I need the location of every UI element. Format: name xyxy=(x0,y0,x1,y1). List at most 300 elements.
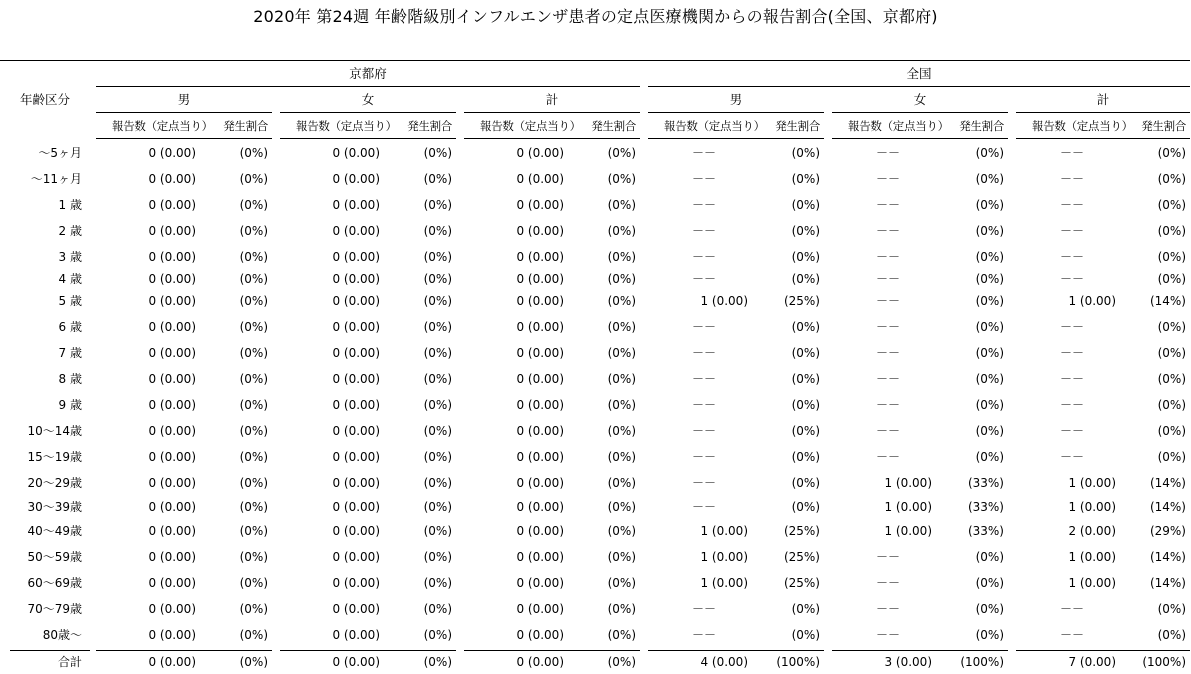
table-row-ratio: (25%) xyxy=(783,294,820,308)
table-row-ratio: (0%) xyxy=(791,146,820,160)
table-row-ratio: (0%) xyxy=(791,476,820,490)
col-header-ratio: 発生割合 xyxy=(775,119,820,133)
col-header-ratio: 発生割合 xyxy=(407,119,452,133)
table-row-ratio: (0%) xyxy=(607,372,636,386)
table-row-age: 2 歳 xyxy=(58,224,82,238)
sex-header: 女 xyxy=(361,92,375,107)
table-row-ratio: (0%) xyxy=(975,320,1004,334)
rule-region xyxy=(648,86,1190,87)
table-row-ratio: (0%) xyxy=(423,272,452,286)
table-row-ratio: (0%) xyxy=(1157,602,1186,616)
table-row-count: －－ xyxy=(876,224,901,238)
table-row-ratio: (0%) xyxy=(239,250,268,264)
table-row-ratio: (0%) xyxy=(975,250,1004,264)
table-row-ratio: (0%) xyxy=(1157,172,1186,186)
rule-colhdr xyxy=(1016,138,1190,139)
table-row-ratio: (29%) xyxy=(1149,524,1186,538)
table-row-count: 1 (0.00) xyxy=(700,550,748,564)
table-row-ratio: (0%) xyxy=(791,346,820,360)
col-header-count: 報告数（定点当り） xyxy=(1032,119,1133,133)
table-row-count: －－ xyxy=(1060,172,1085,186)
table-row-count: －－ xyxy=(692,450,717,464)
table-row-count: －－ xyxy=(1060,450,1085,464)
table-row-ratio: (0%) xyxy=(423,198,452,212)
table-row-ratio: (0%) xyxy=(239,628,268,642)
table-row-count: 0 (0.00) xyxy=(516,346,564,360)
sex-header: 男 xyxy=(177,92,191,107)
table-row-count: －－ xyxy=(1060,272,1085,286)
table-row-ratio: (0%) xyxy=(607,424,636,438)
sex-header: 男 xyxy=(729,92,743,107)
table-row-ratio: (25%) xyxy=(783,576,820,590)
rule-sex xyxy=(1016,112,1190,113)
table-row-count: 0 (0.00) xyxy=(516,320,564,334)
table-row-count: 0 (0.00) xyxy=(516,602,564,616)
sex-header: 女 xyxy=(913,92,927,107)
table-row-count: －－ xyxy=(876,628,901,642)
table-row-count: 1 (0.00) xyxy=(884,500,932,514)
table-row-count: 0 (0.00) xyxy=(516,450,564,464)
table-row-count: 0 (0.00) xyxy=(332,450,380,464)
rule-total xyxy=(832,650,1008,651)
rule-sex xyxy=(832,112,1008,113)
table-row-ratio: (0%) xyxy=(239,272,268,286)
table-row-count: 0 (0.00) xyxy=(332,500,380,514)
table-row-ratio: (0%) xyxy=(1157,224,1186,238)
table-row-ratio: (0%) xyxy=(1157,372,1186,386)
col-header-ratio: 発生割合 xyxy=(1141,119,1186,133)
table-row-count: 1 (0.00) xyxy=(1068,550,1116,564)
table-row-ratio: (0%) xyxy=(607,320,636,334)
table-row-count: 1 (0.00) xyxy=(1068,476,1116,490)
table-row-ratio: (0%) xyxy=(975,424,1004,438)
table-row-age: 8 歳 xyxy=(58,372,82,386)
table-row-count: 0 (0.00) xyxy=(332,320,380,334)
table-row-ratio: (33%) xyxy=(967,476,1004,490)
table-row-ratio: (0%) xyxy=(975,272,1004,286)
table-row-ratio: (0%) xyxy=(607,576,636,590)
table-row-count: －－ xyxy=(876,294,901,308)
table-row-count: 0 (0.00) xyxy=(516,424,564,438)
table-row-ratio: (0%) xyxy=(239,476,268,490)
table-row-age: 〜5ヶ月 xyxy=(38,146,82,160)
total-row-count: 7 (0.00) xyxy=(1068,655,1116,669)
table-row-count: 0 (0.00) xyxy=(516,550,564,564)
table-row-count: 0 (0.00) xyxy=(148,398,196,412)
table-row-ratio: (0%) xyxy=(975,346,1004,360)
table-row-ratio: (0%) xyxy=(791,628,820,642)
table-row-count: 0 (0.00) xyxy=(148,450,196,464)
table-row-ratio: (0%) xyxy=(239,294,268,308)
table-row-ratio: (0%) xyxy=(1157,398,1186,412)
table-row-count: 0 (0.00) xyxy=(332,224,380,238)
table-row-ratio: (0%) xyxy=(239,146,268,160)
table-row-age: 〜11ヶ月 xyxy=(30,172,82,186)
region-header: 全国 xyxy=(906,66,932,81)
table-row-age: 4 歳 xyxy=(58,272,82,286)
table-row-ratio: (14%) xyxy=(1149,550,1186,564)
total-row-count: 3 (0.00) xyxy=(884,655,932,669)
table-row-count: －－ xyxy=(876,424,901,438)
table-row-count: 0 (0.00) xyxy=(332,550,380,564)
table-row-age: 20〜29歳 xyxy=(27,476,82,490)
table-row-ratio: (0%) xyxy=(239,372,268,386)
table-row-ratio: (0%) xyxy=(791,500,820,514)
col-header-count: 報告数（定点当り） xyxy=(848,119,949,133)
table-row-ratio: (0%) xyxy=(791,424,820,438)
col-header-ratio: 発生割合 xyxy=(591,119,636,133)
table-row-ratio: (0%) xyxy=(423,146,452,160)
table-row-count: 0 (0.00) xyxy=(332,372,380,386)
table-row-age: 30〜39歳 xyxy=(27,500,82,514)
table-row-ratio: (0%) xyxy=(975,628,1004,642)
table-row-ratio: (0%) xyxy=(423,628,452,642)
table-row-count: 0 (0.00) xyxy=(148,198,196,212)
table-row-ratio: (0%) xyxy=(791,602,820,616)
table-row-count: 1 (0.00) xyxy=(700,524,748,538)
table-row-ratio: (0%) xyxy=(239,320,268,334)
table-row-count: 0 (0.00) xyxy=(516,500,564,514)
total-row-count: 0 (0.00) xyxy=(148,655,196,669)
table-row-count: －－ xyxy=(1060,250,1085,264)
table-row-ratio: (14%) xyxy=(1149,476,1186,490)
table-row-count: －－ xyxy=(692,320,717,334)
table-row-ratio: (0%) xyxy=(239,424,268,438)
table-row-ratio: (0%) xyxy=(423,398,452,412)
table-row-ratio: (0%) xyxy=(239,576,268,590)
table-row-ratio: (0%) xyxy=(975,372,1004,386)
rule-total xyxy=(1016,650,1190,651)
table-row-count: －－ xyxy=(1060,602,1085,616)
table-row-count: －－ xyxy=(1060,424,1085,438)
table-row-ratio: (0%) xyxy=(975,398,1004,412)
table-row-ratio: (25%) xyxy=(783,550,820,564)
table-row-ratio: (0%) xyxy=(423,500,452,514)
col-header-ratio: 発生割合 xyxy=(223,119,268,133)
table-row-age: 40〜49歳 xyxy=(27,524,82,538)
table-row-count: 0 (0.00) xyxy=(332,198,380,212)
table-row-count: 1 (0.00) xyxy=(1068,294,1116,308)
table-row-count: －－ xyxy=(876,250,901,264)
table-row-count: －－ xyxy=(692,424,717,438)
table-row-ratio: (0%) xyxy=(423,372,452,386)
table-row-count: 0 (0.00) xyxy=(332,146,380,160)
table-row-ratio: (0%) xyxy=(239,224,268,238)
table-row-ratio: (0%) xyxy=(423,602,452,616)
table-row-ratio: (0%) xyxy=(607,476,636,490)
table-row-count: －－ xyxy=(692,346,717,360)
table-row-ratio: (0%) xyxy=(607,602,636,616)
rule-colhdr xyxy=(648,138,824,139)
table-row-ratio: (0%) xyxy=(1157,628,1186,642)
table-row-count: －－ xyxy=(876,146,901,160)
total-row-ratio: (0%) xyxy=(239,655,268,669)
col-header-count: 報告数（定点当り） xyxy=(664,119,765,133)
table-row-count: 0 (0.00) xyxy=(516,250,564,264)
table-row-ratio: (0%) xyxy=(607,450,636,464)
page-title: 2020年 第24週 年齢階級別インフルエンザ患者の定点医療機関からの報告割合(全国、京都府) xyxy=(253,7,938,26)
table-row-count: 0 (0.00) xyxy=(516,476,564,490)
table-row-ratio: (0%) xyxy=(239,524,268,538)
table-row-count: 0 (0.00) xyxy=(148,294,196,308)
table-row-ratio: (0%) xyxy=(791,320,820,334)
table-row-ratio: (0%) xyxy=(791,398,820,412)
table-row-ratio: (0%) xyxy=(423,250,452,264)
rule-region xyxy=(96,86,640,87)
table-row-ratio: (0%) xyxy=(1157,272,1186,286)
table-row-count: 0 (0.00) xyxy=(516,198,564,212)
table-row-ratio: (0%) xyxy=(975,146,1004,160)
table-row-count: －－ xyxy=(692,398,717,412)
table-row-age: 5 歳 xyxy=(58,294,82,308)
table-row-ratio: (0%) xyxy=(607,224,636,238)
table-row-age: 50〜59歳 xyxy=(27,550,82,564)
table-row-count: －－ xyxy=(692,628,717,642)
total-row-ratio: (0%) xyxy=(607,655,636,669)
table-row-count: 0 (0.00) xyxy=(148,272,196,286)
rule-colhdr xyxy=(832,138,1008,139)
table-row-ratio: (0%) xyxy=(607,524,636,538)
table-row-count: －－ xyxy=(876,398,901,412)
table-row-count: 0 (0.00) xyxy=(516,294,564,308)
total-row-age: 合計 xyxy=(57,655,82,669)
table-row-count: －－ xyxy=(692,476,717,490)
table-row-count: 0 (0.00) xyxy=(332,398,380,412)
table-row-ratio: (0%) xyxy=(975,602,1004,616)
table-row-count: 0 (0.00) xyxy=(516,372,564,386)
table-row-age: 60〜69歳 xyxy=(27,576,82,590)
table-row-count: －－ xyxy=(1060,346,1085,360)
table-row-ratio: (0%) xyxy=(791,172,820,186)
table-row-count: 0 (0.00) xyxy=(148,372,196,386)
table-row-ratio: (0%) xyxy=(239,550,268,564)
table-row-ratio: (0%) xyxy=(423,224,452,238)
table-row-count: －－ xyxy=(692,372,717,386)
table-row-count: 0 (0.00) xyxy=(148,628,196,642)
rule-colhdr xyxy=(464,138,640,139)
table-row-ratio: (0%) xyxy=(975,294,1004,308)
table-row-ratio: (0%) xyxy=(975,576,1004,590)
table-row-count: 0 (0.00) xyxy=(332,576,380,590)
rule-top xyxy=(0,60,1190,61)
table-row-ratio: (33%) xyxy=(967,524,1004,538)
table-row-ratio: (0%) xyxy=(607,398,636,412)
total-row-count: 0 (0.00) xyxy=(516,655,564,669)
table-row-ratio: (0%) xyxy=(239,450,268,464)
table-row-age: 9 歳 xyxy=(58,398,82,412)
table-row-count: 0 (0.00) xyxy=(516,576,564,590)
sex-header: 計 xyxy=(1096,92,1110,107)
table-row-count: 1 (0.00) xyxy=(700,576,748,590)
total-row-ratio: (100%) xyxy=(776,655,820,669)
table-row-count: －－ xyxy=(692,198,717,212)
rule-colhdr xyxy=(96,138,272,139)
table-row-count: －－ xyxy=(1060,146,1085,160)
table-row-count: －－ xyxy=(876,576,901,590)
rule-total xyxy=(464,650,640,651)
table-row-ratio: (0%) xyxy=(239,500,268,514)
table-row-ratio: (25%) xyxy=(783,524,820,538)
table-row-ratio: (0%) xyxy=(1157,250,1186,264)
table-row-ratio: (33%) xyxy=(967,500,1004,514)
table-row-count: 0 (0.00) xyxy=(148,424,196,438)
table-row-count: 1 (0.00) xyxy=(884,476,932,490)
total-row-ratio: (0%) xyxy=(423,655,452,669)
table-row-age: 10〜14歳 xyxy=(27,424,82,438)
rule-sex xyxy=(648,112,824,113)
total-row-count: 0 (0.00) xyxy=(332,655,380,669)
table-row-ratio: (0%) xyxy=(423,294,452,308)
table-row-count: 0 (0.00) xyxy=(148,250,196,264)
rule-total xyxy=(648,650,824,651)
table-row-ratio: (0%) xyxy=(607,198,636,212)
region-header: 京都府 xyxy=(349,66,387,81)
table-row-ratio: (0%) xyxy=(791,198,820,212)
table-row-count: －－ xyxy=(876,272,901,286)
age-header: 年齢区分 xyxy=(19,92,70,107)
table-row-count: 0 (0.00) xyxy=(516,398,564,412)
table-row-count: －－ xyxy=(876,346,901,360)
table-row-count: －－ xyxy=(1060,628,1085,642)
table-row-count: －－ xyxy=(692,146,717,160)
table-row-age: 6 歳 xyxy=(58,320,82,334)
total-row-ratio: (100%) xyxy=(960,655,1004,669)
table-row-count: 0 (0.00) xyxy=(516,224,564,238)
table-row-count: －－ xyxy=(1060,372,1085,386)
table-row-ratio: (14%) xyxy=(1149,500,1186,514)
table-row-count: 1 (0.00) xyxy=(1068,576,1116,590)
col-header-count: 報告数（定点当り） xyxy=(480,119,581,133)
table-row-count: 0 (0.00) xyxy=(332,172,380,186)
table-row-ratio: (0%) xyxy=(1157,424,1186,438)
table-row-count: －－ xyxy=(692,500,717,514)
table-row-ratio: (0%) xyxy=(423,450,452,464)
table-row-age: 15〜19歳 xyxy=(27,450,82,464)
table-row-count: －－ xyxy=(876,198,901,212)
table-row-ratio: (0%) xyxy=(607,272,636,286)
table-row-count: －－ xyxy=(876,550,901,564)
table-row-ratio: (0%) xyxy=(423,576,452,590)
rule-sex xyxy=(280,112,456,113)
table-row-count: －－ xyxy=(876,320,901,334)
table-row-count: －－ xyxy=(876,602,901,616)
table-row-age: 7 歳 xyxy=(58,346,82,360)
table-row-count: 0 (0.00) xyxy=(148,346,196,360)
table-row-count: －－ xyxy=(876,450,901,464)
table-row-count: －－ xyxy=(692,272,717,286)
table-row-ratio: (0%) xyxy=(239,398,268,412)
rule-total xyxy=(280,650,456,651)
table-row-ratio: (0%) xyxy=(607,346,636,360)
table-row-count: －－ xyxy=(1060,198,1085,212)
table-row-ratio: (0%) xyxy=(239,346,268,360)
total-row-count: 4 (0.00) xyxy=(700,655,748,669)
table-row-ratio: (0%) xyxy=(791,272,820,286)
table-row-count: 0 (0.00) xyxy=(148,524,196,538)
table-row-count: 1 (0.00) xyxy=(884,524,932,538)
table-row-ratio: (14%) xyxy=(1149,576,1186,590)
table-row-ratio: (0%) xyxy=(607,500,636,514)
table-row-count: 0 (0.00) xyxy=(148,550,196,564)
table-row-age: 80歳〜 xyxy=(42,628,82,642)
table-row-ratio: (0%) xyxy=(1157,346,1186,360)
table-row-ratio: (0%) xyxy=(239,198,268,212)
table-row-count: 0 (0.00) xyxy=(516,146,564,160)
table-row-ratio: (0%) xyxy=(607,172,636,186)
table-row-ratio: (0%) xyxy=(1157,320,1186,334)
table-row-ratio: (0%) xyxy=(607,550,636,564)
rule-total-age xyxy=(10,650,90,651)
table-row-ratio: (0%) xyxy=(975,550,1004,564)
table-row-count: 0 (0.00) xyxy=(332,346,380,360)
table-row-ratio: (0%) xyxy=(423,524,452,538)
table-row-count: 0 (0.00) xyxy=(332,602,380,616)
table-row-count: －－ xyxy=(1060,320,1085,334)
table-row-ratio: (0%) xyxy=(423,424,452,438)
table-row-ratio: (0%) xyxy=(1157,146,1186,160)
table-row-ratio: (0%) xyxy=(423,346,452,360)
rule-colhdr xyxy=(280,138,456,139)
table-row-ratio: (0%) xyxy=(423,476,452,490)
table-row-ratio: (0%) xyxy=(975,172,1004,186)
rule-sex xyxy=(464,112,640,113)
table-row-age: 3 歳 xyxy=(58,250,82,264)
table-row-count: 0 (0.00) xyxy=(332,524,380,538)
table-row-count: 0 (0.00) xyxy=(148,172,196,186)
table-row-count: 0 (0.00) xyxy=(516,524,564,538)
table-row-ratio: (0%) xyxy=(975,450,1004,464)
table-row-count: 0 (0.00) xyxy=(148,576,196,590)
table-row-count: 0 (0.00) xyxy=(148,224,196,238)
table-row-ratio: (0%) xyxy=(423,172,452,186)
table-row-count: 1 (0.00) xyxy=(1068,500,1116,514)
table-row-ratio: (0%) xyxy=(1157,198,1186,212)
table-row-ratio: (0%) xyxy=(791,250,820,264)
rule-sex xyxy=(96,112,272,113)
table-row-count: －－ xyxy=(876,372,901,386)
table-row-count: 0 (0.00) xyxy=(148,500,196,514)
table-row-count: －－ xyxy=(692,250,717,264)
table-row-count: －－ xyxy=(692,602,717,616)
table-row-count: 0 (0.00) xyxy=(148,476,196,490)
table-row-ratio: (0%) xyxy=(791,224,820,238)
table-row-ratio: (0%) xyxy=(423,550,452,564)
table-row-ratio: (0%) xyxy=(975,198,1004,212)
table-row-ratio: (0%) xyxy=(423,320,452,334)
table-row-ratio: (0%) xyxy=(975,224,1004,238)
table-row-ratio: (0%) xyxy=(607,294,636,308)
table-row-count: 0 (0.00) xyxy=(332,476,380,490)
rule-total xyxy=(96,650,272,651)
table-row-count: 0 (0.00) xyxy=(148,602,196,616)
total-row-ratio: (100%) xyxy=(1142,655,1186,669)
col-header-count: 報告数（定点当り） xyxy=(296,119,397,133)
table-row-count: 0 (0.00) xyxy=(516,272,564,286)
table-row-age: 1 歳 xyxy=(58,198,82,212)
table-row-count: 0 (0.00) xyxy=(148,146,196,160)
table-row-count: 0 (0.00) xyxy=(148,320,196,334)
table-row-count: 0 (0.00) xyxy=(516,628,564,642)
table-row-ratio: (0%) xyxy=(607,146,636,160)
table-row-count: －－ xyxy=(876,172,901,186)
table-row-count: －－ xyxy=(1060,224,1085,238)
table-row-count: 0 (0.00) xyxy=(332,628,380,642)
table-row-count: 1 (0.00) xyxy=(700,294,748,308)
col-header-ratio: 発生割合 xyxy=(959,119,1004,133)
sex-header: 計 xyxy=(545,92,559,107)
table-row-count: 0 (0.00) xyxy=(332,250,380,264)
table-row-age: 70〜79歳 xyxy=(27,602,82,616)
